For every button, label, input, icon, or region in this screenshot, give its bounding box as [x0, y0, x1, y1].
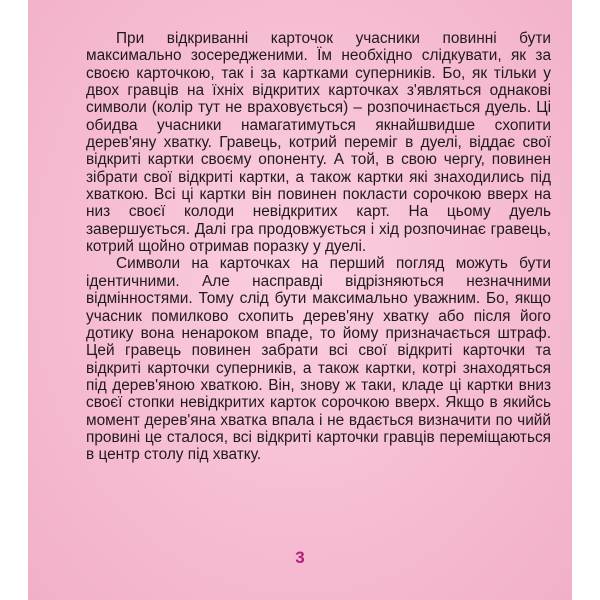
page-number: 3: [295, 548, 305, 567]
paragraph-1: При відкриванні карточок учасники повинні бути максимально зосередженими. Їм необхідно слідкувати, як за своєю карточкою, так і за картками суперників. Бо, як тільки у двох гравців на їхніх відкритих карточках з'являться однакові символи (колір тут не враховується) – розпочинається дуель. Ці обидва учасники намагатимуться якнайшвидше схопити дерев'яну хватку. Гравець, котрий переміг в дуелі, віддає свої відкриті картки своєму опоненту. А той, в свою чергу, повинен зібрати свої відкриті картки, а також картки які знаходились під хваткою. Всі ці картки він повинен покласти сорочкою вверх на низ своєї колоди невідкритих карт. На цьому дуель завершується. Далі гра продовжується і хід розпочинає гравець, котрий щойно отримав поразку у дуелі.: [86, 30, 551, 256]
body-text: [86, 30, 551, 464]
page-background: [28, 0, 572, 600]
paragraph-2: Символи на карточках на перший погляд можуть бути ідентичними. Але насправді відрізняються незначними відмінностями. Тому слід бути максимально уважним. Бо, якщо учасник помилково схопить дерев'яну хватку або після його дотику вона ненароком впаде, то йому призначається штраф. Цей гравець повинен забрати всі свої відкриті карточки та відкриті карточки суперників, а також картки, котрі знаходяться під дерев'яною хваткою. Він, знову ж таки, кладе ці картки вниз своєї стопки невідкритих карток сорочкою вверх. Якщо в якийсь момент дерев'яна хватка впала і не вдається визначити по чийй провині це сталося, всі відкриті карточки гравців переміщаються в центр столу під хватку.: [86, 255, 551, 464]
